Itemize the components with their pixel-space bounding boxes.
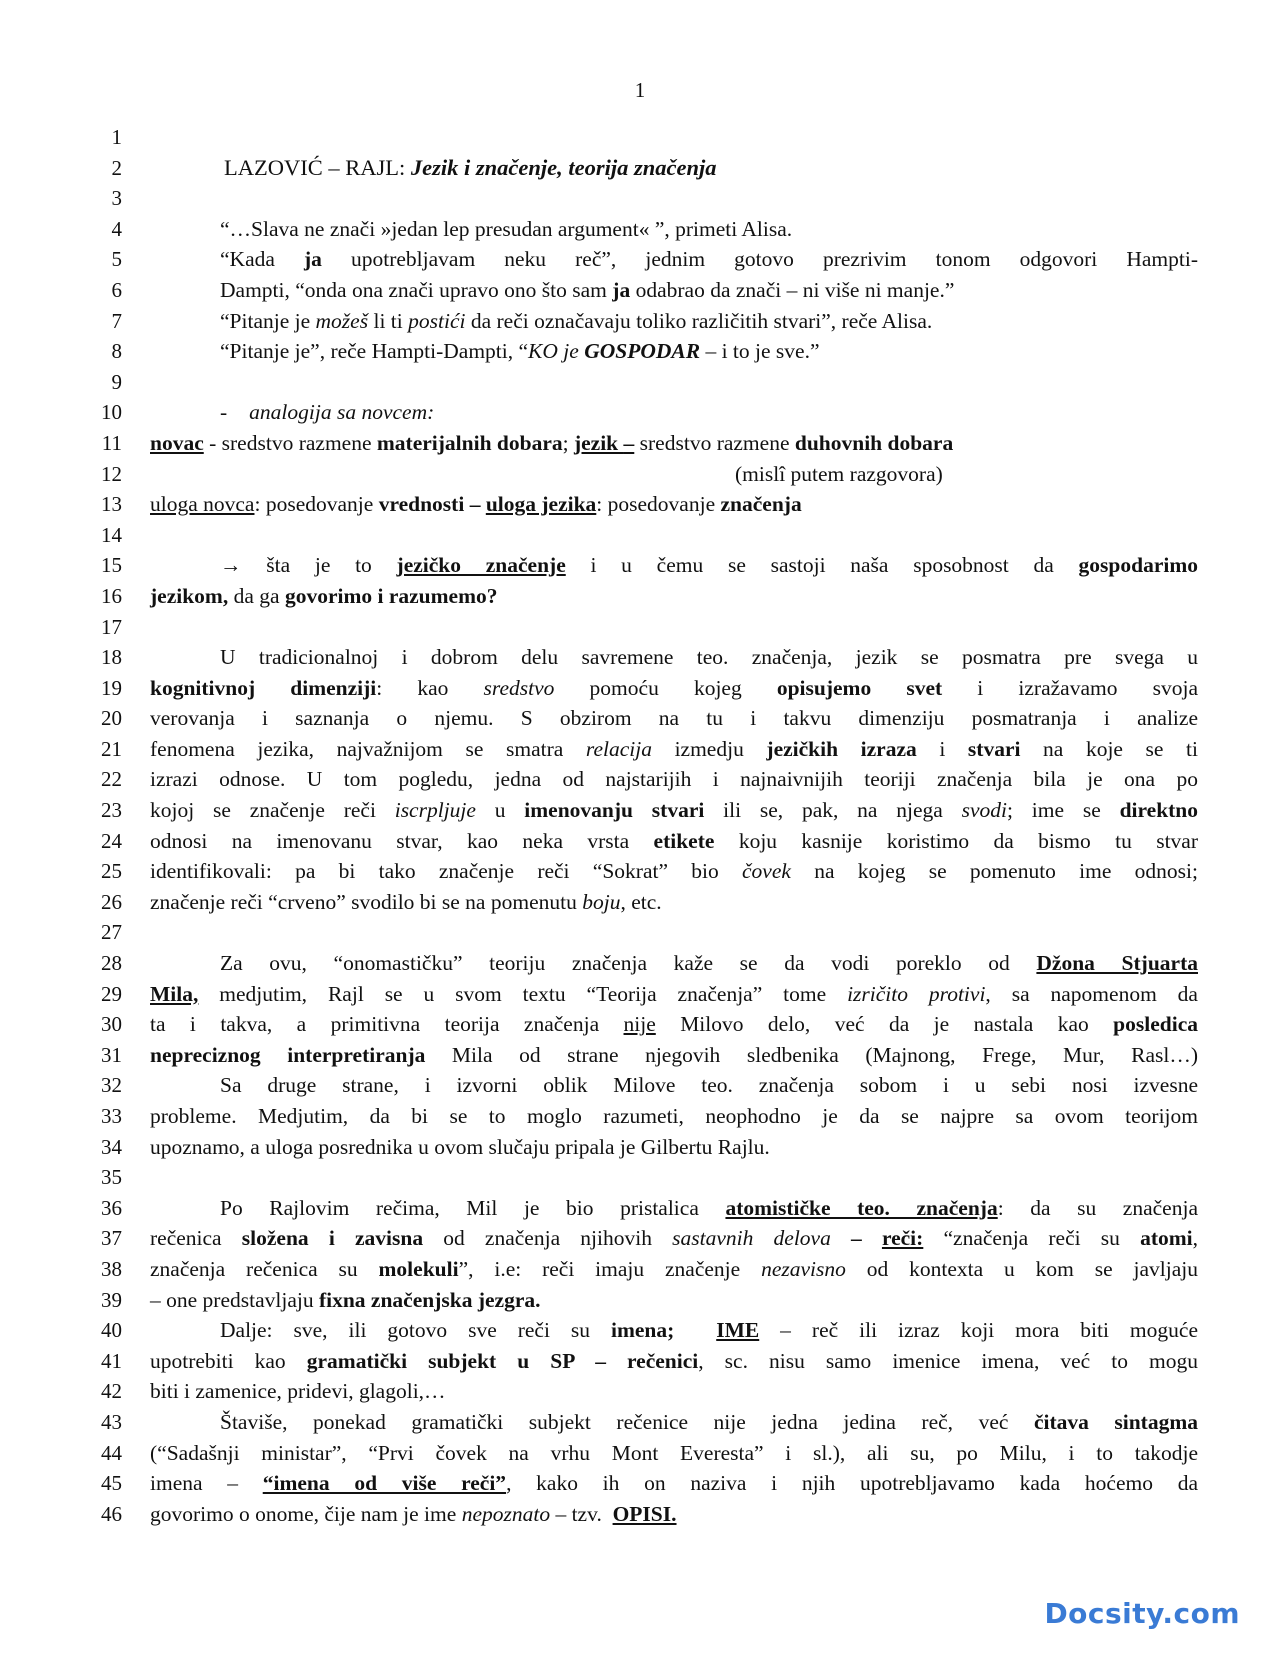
blank-line (150, 122, 1198, 153)
text-run: : kao (376, 675, 484, 700)
paragraph-line (150, 1499, 1198, 1530)
text-run: ; ime se (1007, 798, 1120, 823)
line-number: 29 (101, 981, 122, 1006)
blank-line (150, 367, 1198, 398)
paragraph-line (150, 764, 1198, 795)
text-run: sredstvo (483, 675, 555, 700)
paragraph-line (150, 673, 1198, 704)
line-number-column (82, 122, 122, 1529)
text-run: : da su značenja (997, 1195, 1198, 1220)
page-number: 1 (634, 78, 646, 102)
paragraph-line (150, 1132, 1198, 1163)
text-run: i izražavamo svoja (942, 675, 1198, 700)
line-number: 17 (101, 614, 122, 639)
text-run: od značenja njihovih (423, 1226, 673, 1251)
paragraph-line (150, 1468, 1198, 1499)
paragraph-line (150, 795, 1198, 826)
question-line (150, 550, 1198, 581)
line-number: 25 (101, 859, 122, 884)
text-run: , (1192, 1226, 1198, 1251)
text-run: i u čemu se sastoji naša sposobnost da (565, 553, 1079, 578)
line-number: 41 (101, 1348, 122, 1373)
line-number: 1 (111, 125, 122, 149)
line-number: 28 (101, 951, 122, 976)
text-run: čitava sintagma (1033, 1409, 1198, 1434)
text-run: – i to je sve.” (700, 339, 820, 364)
line-number: 11 (101, 430, 122, 455)
line-number: 42 (101, 1379, 122, 1404)
text-run: kojoj se značenje reči (150, 798, 395, 823)
text-run: govorimo o onome, čije nam je ime (150, 1501, 462, 1526)
text-run: složena i zavisna (241, 1226, 424, 1251)
text-run: imena; (610, 1318, 675, 1343)
text-run: opisujemo svet (776, 675, 943, 700)
line-number: 31 (101, 1042, 122, 1067)
paragraph-line (150, 948, 1198, 979)
text-run: OPISI. (612, 1501, 677, 1526)
blank-line (150, 183, 1198, 214)
text-run: od kontexta u kom se javljaju (845, 1256, 1198, 1281)
text-run: upoznamo, a uloga posrednika u ovom slučaju pripala je Gilbertu Rajlu. (150, 1134, 770, 1159)
line-number: 23 (101, 798, 122, 823)
text-run: nepreciznog interpretiranja (150, 1042, 426, 1067)
line-number: 7 (111, 308, 122, 333)
text-run: nezavisno (761, 1256, 846, 1281)
title-author: LAZOVIĆ – RAJL: (224, 154, 411, 180)
text-run: , kako ih on naziva i njih upotrebljavamo kada hoćemo da (506, 1471, 1198, 1496)
blank-line (150, 917, 1198, 948)
text-run: ”, i.e: reči imaju značenje (458, 1256, 762, 1281)
text-run: “imena od više reči” (262, 1471, 507, 1496)
text-run: sredstvo razmene (634, 430, 795, 455)
text-run: “…Slava ne znači »jedan lep presudan argument« ”, primeti Alisa. (220, 216, 793, 241)
text-run: , sa napomenom da (985, 981, 1198, 1006)
text-run: čovek (742, 859, 791, 884)
line-number: 33 (101, 1104, 122, 1128)
dialogue-line (150, 214, 1198, 245)
text-run: svodi (961, 798, 1008, 823)
text-run: – tzv. (550, 1501, 613, 1526)
paragraph-line (150, 979, 1198, 1010)
line-number: 16 (101, 583, 122, 608)
text-run: (“Sadašnji ministar”, “Prvi čovek na vrhu Mont Everesta” i sl.), ali su, po Milu, i to takodje (150, 1440, 1198, 1465)
line-number: 21 (101, 736, 122, 761)
text-run: direktno (1119, 798, 1199, 823)
line-number: 24 (101, 828, 122, 853)
text-run: upotrebljavam neku reč”, jednim gotovo prezrivim tonom odgovori Hampti- (321, 247, 1198, 272)
text-run: u (475, 798, 525, 823)
text-run: i (916, 736, 968, 761)
paragraph-line (150, 1193, 1198, 1224)
text-run: jezičkih izraza (766, 736, 917, 761)
line-number: 19 (101, 675, 122, 700)
text-run: “Pitanje je (220, 308, 316, 333)
text-run: boju (582, 889, 621, 914)
text-run: uloga novca (150, 492, 255, 517)
text-run: govorimo i razumemo? (284, 583, 498, 608)
paragraph-line (150, 1376, 1198, 1407)
blank-line (150, 1162, 1198, 1193)
text-run: Dalje: sve, ili gotovo sve reči su (220, 1318, 611, 1343)
text-run: stvari (967, 736, 1021, 761)
text-run: reči: (881, 1226, 924, 1251)
line-number: 43 (101, 1409, 122, 1434)
dialogue-line (150, 306, 1198, 337)
line-number: 38 (101, 1256, 122, 1281)
text-run: Dampti, “onda ona znači upravo ono što sam (220, 277, 613, 302)
text-run: atomističke teo. značenja (725, 1195, 998, 1220)
line-number: 27 (101, 920, 122, 945)
text-run: KO je (528, 339, 585, 364)
text-run: ja (612, 277, 631, 302)
line-number: 3 (111, 186, 122, 211)
text-run: nepoznato (461, 1501, 551, 1526)
analogy-line (150, 489, 1198, 520)
line-number: 14 (101, 522, 122, 547)
text-run: fenomena jezika, najvažnijom se smatra (150, 736, 586, 761)
text-run: IME (716, 1318, 760, 1343)
text-run: postići (408, 308, 466, 333)
text-run: U tradicionalnoj i dobrom delu savremene teo. značenja, jezik se posmatra pre svega u (220, 645, 1198, 670)
blank-line (150, 612, 1198, 643)
text-run: izrazi odnose. U tom pogledu, jedna od najstarijih i najnaivnijih teoriji značenja bila je ona po (150, 767, 1198, 792)
text-run: molekuli (378, 1256, 459, 1281)
text-run: izmedju (651, 736, 767, 761)
paragraph-line (150, 1070, 1198, 1101)
paragraph-line (150, 642, 1198, 673)
analogy-note (150, 459, 1198, 490)
text-run: uloga jezika (485, 492, 597, 517)
text-run: analogija sa novcem: (249, 400, 435, 425)
text-run: materijalnih dobara (376, 430, 563, 455)
line-number: 36 (101, 1195, 122, 1220)
text-run: relacija (585, 736, 652, 761)
paragraph-line (150, 887, 1198, 918)
paragraph-line (150, 1009, 1198, 1040)
paragraph-line (150, 1438, 1198, 1469)
text-run: gospodarimo (1078, 553, 1198, 578)
paragraph-line (150, 1254, 1198, 1285)
text-run: identifikovali: pa bi tako značenje reči “Sokrat” bio (150, 859, 743, 884)
text-run: biti i zamenice, pridevi, glagoli,… (150, 1379, 446, 1404)
line-number: 34 (101, 1134, 122, 1159)
line-number: 2 (111, 155, 122, 180)
line-number: 6 (111, 277, 122, 302)
line-number: 45 (101, 1471, 122, 1496)
paragraph-line (150, 1346, 1198, 1377)
text-run: GOSPODAR (584, 339, 701, 364)
paragraph-line (150, 703, 1198, 734)
text-run: imenovanju stvari (524, 798, 705, 823)
text-run: možeš (315, 308, 369, 333)
line-number: 13 (101, 492, 122, 517)
text-run: značenja (720, 492, 802, 517)
text-run: jezikom, (150, 583, 229, 608)
line-number: 5 (111, 247, 122, 272)
text-run: atomi (1140, 1226, 1193, 1251)
paragraph-line (150, 1407, 1198, 1438)
page-title (150, 153, 1198, 184)
text-run: koju kasnije koristimo da bismo tu stvar (714, 828, 1198, 853)
paragraph-line (150, 1040, 1198, 1071)
document-body (150, 122, 1198, 1529)
text-run: rečenica (150, 1226, 242, 1251)
text-run: “Kada (220, 247, 304, 272)
text-run: , etc. (620, 889, 662, 914)
text-run: → šta je to (220, 553, 397, 578)
text-run: jezičko značenje (396, 553, 566, 578)
text-run: Džona Stjuarta (1036, 951, 1198, 976)
line-number: 8 (111, 339, 122, 364)
analogy-line (150, 428, 1198, 459)
text-run: Za ovu, “onomastičku” teoriju značenja kaže se da vodi poreklo od (220, 951, 1037, 976)
text-run: gramatički subjekt u SP – rečenici (306, 1348, 699, 1373)
text-run: - (220, 400, 228, 425)
line-number: 35 (101, 1165, 122, 1190)
text-run: da reči označavaju toliko različitih stvari”, reče Alisa. (465, 308, 933, 333)
line-number: 9 (111, 369, 122, 394)
text-run: pomoću kojeg (554, 675, 777, 700)
text-run: ja (303, 247, 322, 272)
line-number: 4 (111, 216, 122, 241)
text-run: Mila od strane njegovih sledbenika (Majnong, Frege, Mur, Rasl…) (425, 1042, 1198, 1067)
text-run: vrednosti (378, 492, 465, 517)
text-run: medjutim, Rajl se u svom textu “Teorija značenja” tome (198, 981, 848, 1006)
text-run: – (464, 492, 486, 517)
text-run: odabrao da znači – ni više ni manje.” (630, 277, 955, 302)
line-number: 10 (101, 400, 122, 425)
text-run: Štaviše, ponekad gramatički subjekt rečenice nije jedna jedina reč, već (220, 1409, 1034, 1434)
paragraph-line (150, 1101, 1198, 1132)
text-run: sastavnih delova (672, 1226, 831, 1251)
paragraph-line (150, 856, 1198, 887)
text-run: nije (623, 1012, 656, 1037)
line-number: 46 (101, 1501, 122, 1526)
line-number: 40 (101, 1318, 122, 1343)
text-run: li ti (368, 308, 409, 333)
line-number: 37 (101, 1226, 122, 1251)
title-work: Jezik i značenje, teorija značenja (410, 154, 717, 180)
text-run: “Pitanje je”, reče Hampti-Dampti, “ (220, 339, 529, 364)
line-number: 30 (101, 1012, 122, 1037)
analogy-heading (150, 397, 1198, 428)
line-number: 22 (101, 767, 122, 792)
question-line (150, 581, 1198, 612)
paragraph-line (150, 1285, 1198, 1316)
text-run: (mislî putem razgovora) (735, 461, 943, 486)
text-run: fixna značenjska jezgra. (318, 1287, 541, 1312)
text-run: probleme. Medjutim, da bi se to moglo razumeti, neophodno je da se najpre sa ovom teorijom (150, 1104, 1198, 1128)
text-run: – (623, 430, 635, 455)
dialogue-line (150, 244, 1198, 275)
text-run: : posedovanje (254, 492, 379, 517)
line-number: 20 (101, 706, 122, 731)
paragraph-line (150, 1315, 1198, 1346)
line-number: 32 (101, 1073, 122, 1098)
text-run: imena – (150, 1471, 263, 1496)
text-run: jezik (573, 430, 624, 455)
text-run (674, 1318, 716, 1342)
text-run: – reč ili izraz koji mora biti moguće (759, 1318, 1198, 1343)
paragraph-line (150, 734, 1198, 765)
text-run: novac (150, 430, 204, 455)
line-number: 44 (101, 1440, 122, 1465)
text-run: - sredstvo razmene (203, 430, 377, 455)
line-number: 18 (101, 645, 122, 670)
line-number: 26 (101, 889, 122, 914)
paragraph-line (150, 1223, 1198, 1254)
text-run: odnosi na imenovanu stvar, kao neka vrsta (150, 828, 654, 853)
text-run: – one predstavljaju (150, 1287, 319, 1312)
text-run: upotrebiti kao (150, 1348, 307, 1373)
text-run: verovanja i saznanja o njemu. S obzirom na tu i takvu dimenziju posmatranja i analize (150, 706, 1198, 731)
dialogue-line (150, 336, 1198, 367)
line-number: 12 (101, 461, 122, 486)
text-run: izričito protivi (847, 981, 986, 1006)
text-run: iscrpljuje (394, 798, 476, 823)
text-run: , sc. nisu samo imenice imena, već to mogu (698, 1348, 1199, 1373)
dialogue-line (150, 275, 1198, 306)
text-run: da ga (228, 583, 285, 608)
text-run: ; (562, 430, 574, 455)
text-run: kognitivnoj dimenziji (150, 675, 377, 700)
text-run: na koje se ti (1020, 736, 1198, 761)
text-run: Mila, (150, 981, 199, 1006)
paragraph-line (150, 826, 1198, 857)
text-run: : posedovanje (596, 492, 721, 517)
text-run: duhovnih dobara (794, 430, 954, 455)
text-run: Po Rajlovim rečima, Mil je bio pristalica (220, 1195, 726, 1220)
text-run: posledica (1113, 1012, 1198, 1037)
text-run: Milovo delo, već da je nastala kao (655, 1012, 1114, 1037)
text-run: etikete (653, 828, 715, 853)
text-run: na kojeg se pomenuto ime odnosi; (790, 859, 1198, 884)
text-run: značenja rečenica su (150, 1256, 379, 1281)
docsity-watermark[interactable]: Docsity.com (1044, 1597, 1240, 1630)
text-run: značenje reči “crveno” svodilo bi se na pomenutu (150, 889, 583, 914)
line-number: 39 (101, 1287, 122, 1312)
line-number: 15 (101, 553, 122, 578)
text-run: Sa druge strane, i izvorni oblik Milove teo. značenja sobom i u sebi nosi izvesne (220, 1073, 1198, 1098)
text-run: – (830, 1226, 882, 1251)
text-run: ili se, pak, na njega (704, 798, 962, 823)
text-run: “značenja reči su (923, 1226, 1141, 1251)
text-run: ta i takva, a primitivna teorija značenja (150, 1012, 624, 1037)
blank-line (150, 520, 1198, 551)
